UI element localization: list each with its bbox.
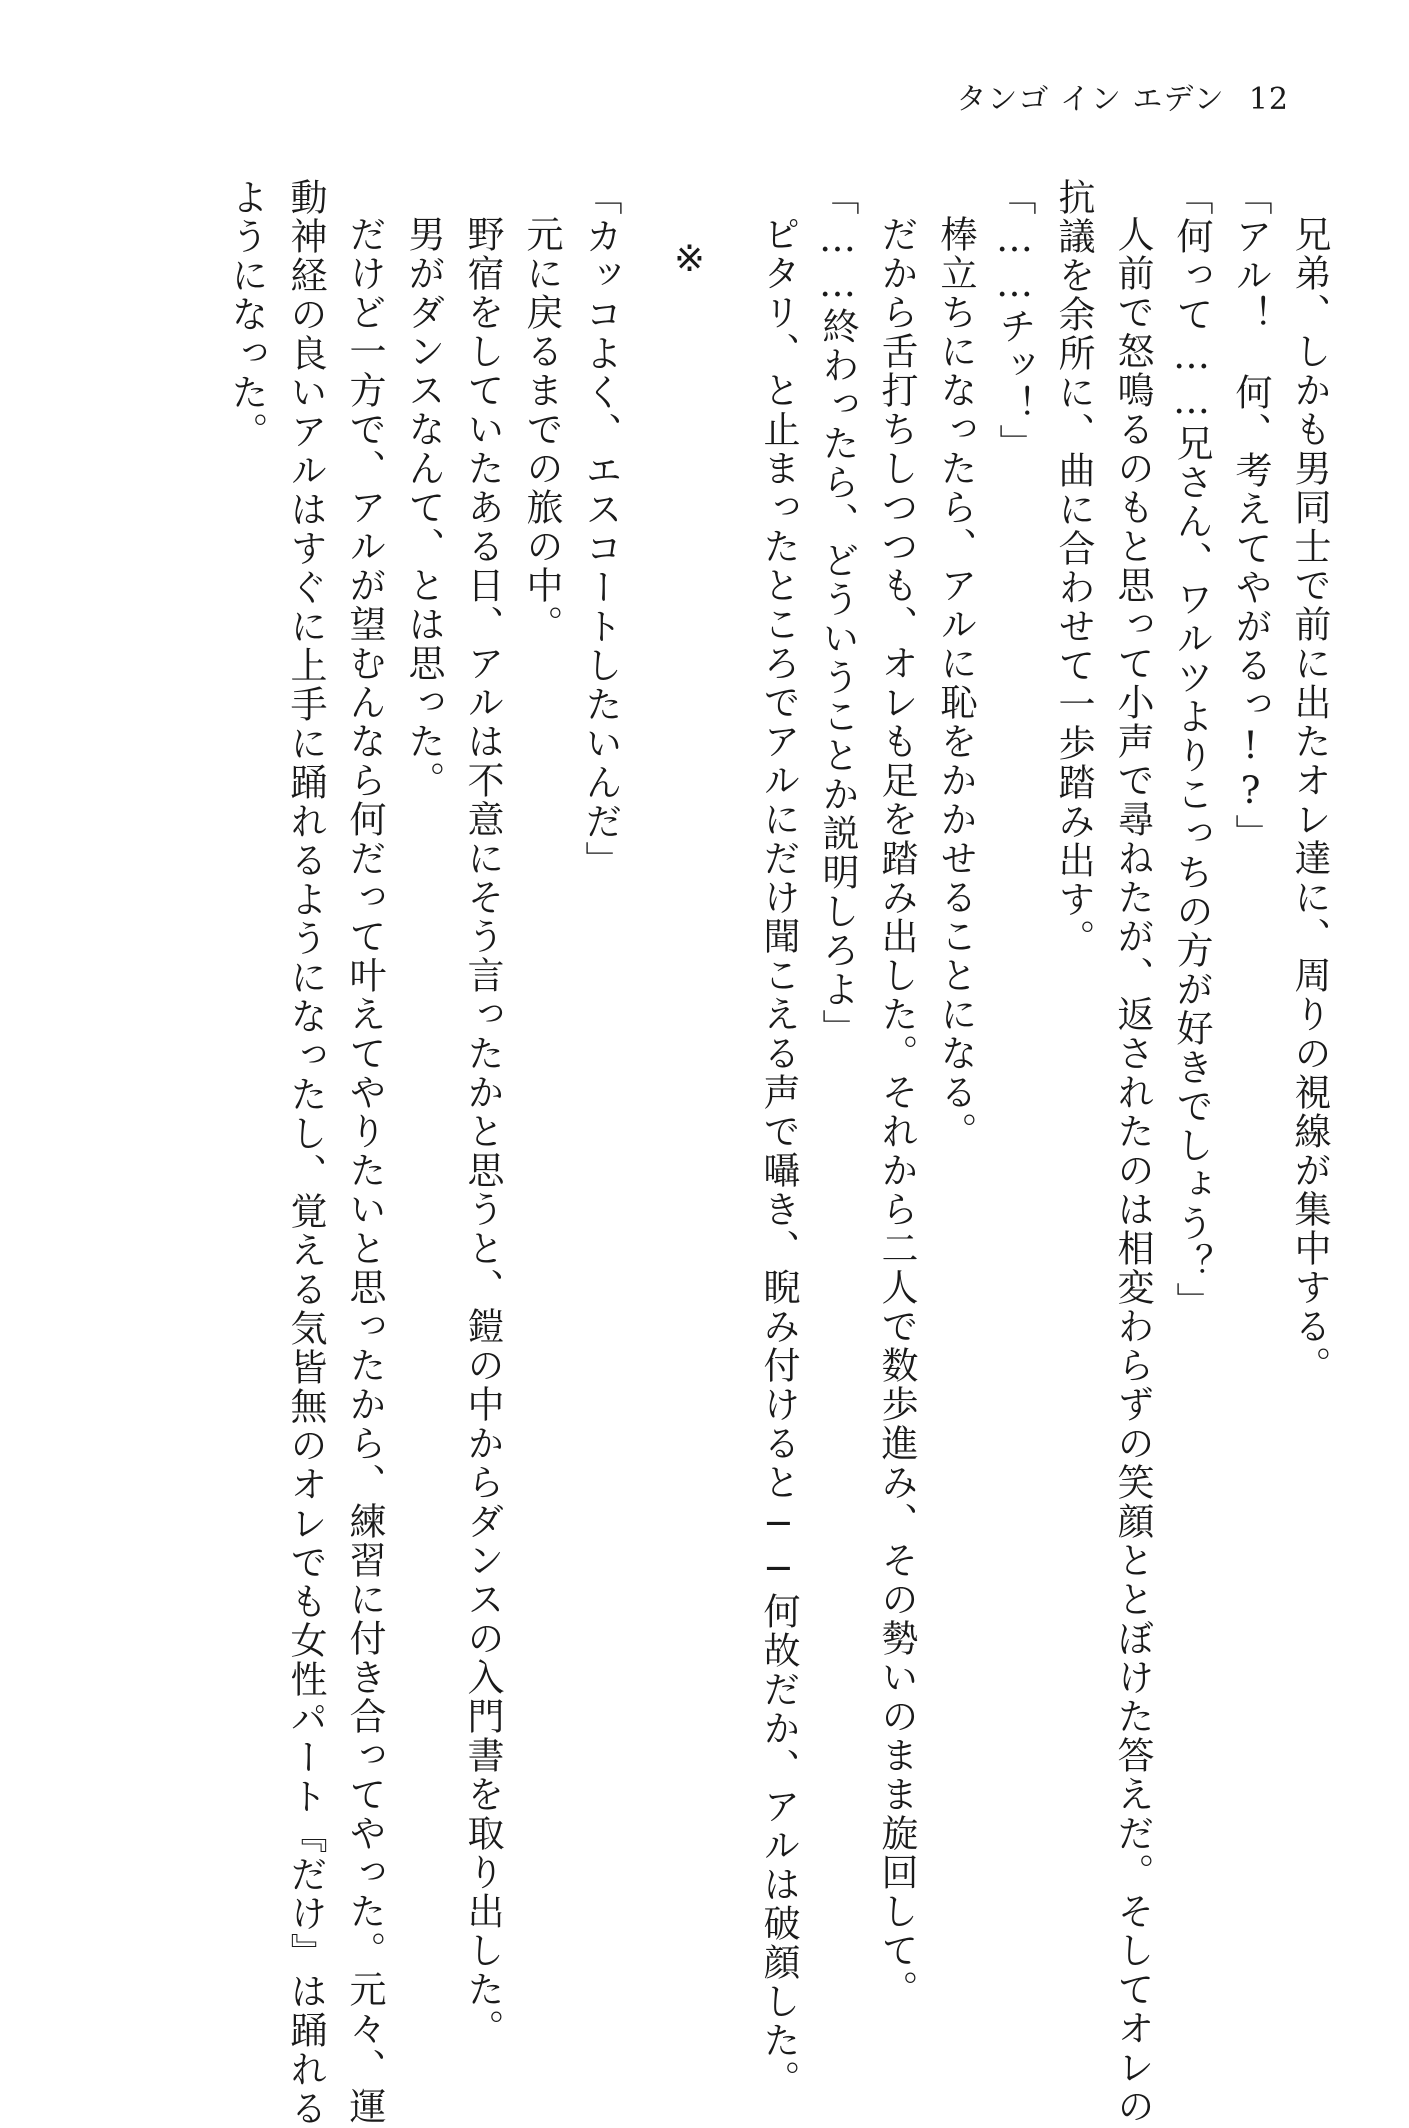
- text-line: 「……終わったら、どういうことか説明しろよ」: [816, 178, 859, 1048]
- section-break-mark: ※: [668, 237, 711, 283]
- text-line: だから舌打ちしつつも、オレも足を踏み出した。それから二人で数歩進み、その勢いのまま旋回して。: [875, 215, 918, 2009]
- text-line: 「アル！ 何、考えてやがるっ!?」: [1229, 178, 1272, 853]
- blank-line: [719, 178, 749, 1878]
- text-line: 抗議を余所に、曲に合わせて一歩踏み出す。: [1052, 178, 1095, 958]
- text-line: 元に戻るまでの旅の中。: [520, 215, 563, 644]
- text-line: 野宿をしていたある日、アルは不意にそう言ったかと思うと、鎧の中からダンスの入門書を取り出した。: [461, 215, 504, 2048]
- blank-line: [630, 178, 660, 1878]
- text-line: 人前で怒鳴るのもと思って小声で尋ねたが、返されたのは相変わらずの笑顔ととぼけた答えだ。そしてオレの: [1111, 215, 1154, 2126]
- text-line: 「カッコよく、エスコートしたいんだ」: [579, 178, 622, 880]
- page-number: 12: [1248, 82, 1289, 117]
- running-title: タンゴ イン エデン: [956, 82, 1225, 117]
- text-line: 兄弟、しかも男同士で前に出たオレ達に、周りの視線が集中する。: [1288, 215, 1331, 1385]
- text-line: 「……チッ！」: [993, 178, 1036, 463]
- text-line: 「何って……兄さん、ワルツよりこっちの方が好きでしょう？」: [1170, 178, 1213, 1321]
- text-line: ようになった。: [225, 178, 268, 451]
- text-line: 棒立ちになったら、アルに恥をかかせることになる。: [934, 215, 977, 1151]
- text-line: 男がダンスなんて、とは思った。: [402, 215, 445, 800]
- text-line: だけど一方で、アルが望むんなら何だって叶えてやりたいと思ったから、練習に付き合ってやった。元々、運: [343, 215, 386, 2126]
- running-header: [956, 74, 1289, 118]
- text-line: 動神経の良いアルはすぐに上手に踊れるようになったし、覚える気皆無のオレでも女性パート『だけ』は踊れる: [284, 178, 327, 2128]
- vertical-body-text: [217, 178, 1339, 2128]
- text-line: ピタリ、と止まったところでアルにだけ聞こえる声で囁き、睨み付けると──何故だか、アルは破顔した。: [757, 215, 800, 2099]
